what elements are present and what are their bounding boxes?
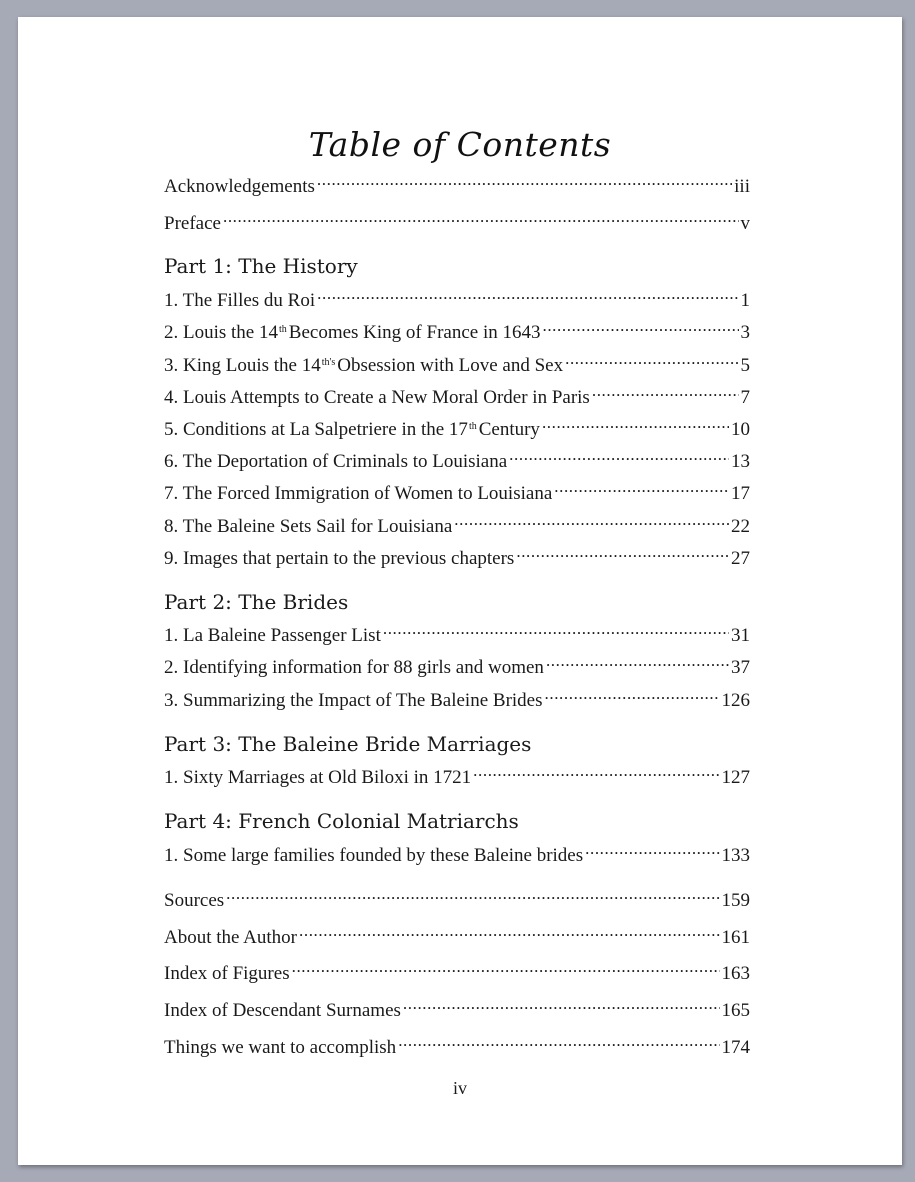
superscript: th's: [321, 357, 336, 368]
entry-page: 174: [721, 1037, 750, 1058]
toc-entry-preface[interactable]: [164, 210, 750, 236]
entry-page: 133: [721, 845, 750, 866]
dot-leader: [226, 887, 719, 906]
entry-label: 9. Images that pertain to the previous chapters: [164, 548, 515, 569]
entry-page: 1: [740, 290, 750, 311]
toc-entry[interactable]: [164, 687, 750, 713]
superscript: th: [468, 421, 477, 432]
entry-label: About the Author: [164, 927, 297, 948]
entry-label: 3. Summarizing the Impact of The Baleine Brides: [164, 690, 543, 711]
toc-entry[interactable]: [164, 842, 750, 868]
toc-entry[interactable]: [164, 622, 750, 648]
page-number: iv: [452, 1078, 467, 1098]
toc-entry-index-figures[interactable]: [164, 960, 750, 986]
toc-entry-about-author[interactable]: [164, 924, 750, 950]
toc-entry[interactable]: [164, 654, 750, 680]
entry-page: 5: [740, 355, 750, 376]
dot-leader: [292, 960, 720, 979]
entry-label: 6. The Deportation of Criminals to Louisiana: [164, 451, 508, 472]
entry-page: 161: [721, 927, 750, 948]
entry-label: Index of Descendant Surnames: [164, 1000, 401, 1021]
entry-page: 159: [721, 890, 750, 911]
toc-entry[interactable]: [164, 513, 750, 539]
toc-entry-things-to-accomplish[interactable]: [164, 1034, 750, 1060]
entry-label: Index of Figures: [164, 963, 290, 984]
entry-page: 13: [731, 451, 750, 472]
dot-leader: [546, 654, 729, 673]
toc-entry[interactable]: [164, 545, 750, 571]
dot-leader: [454, 513, 729, 532]
part-heading: Part 4: French Colonial Matriarchs: [164, 809, 519, 833]
dot-leader: [509, 448, 729, 467]
dot-leader: [398, 1034, 719, 1053]
dot-leader: [592, 384, 739, 403]
entry-page: v: [740, 213, 750, 234]
dot-leader: [223, 210, 739, 229]
toc-entry-acknowledgements[interactable]: [164, 173, 750, 199]
toc-entry[interactable]: [164, 319, 750, 345]
entry-label: Things we want to accomplish: [164, 1037, 397, 1058]
toc-entry[interactable]: [164, 764, 750, 790]
toc-entry-sources[interactable]: [164, 887, 750, 913]
superscript: th: [279, 324, 287, 335]
dot-leader: [403, 997, 720, 1016]
entry-label: 1. Sixty Marriages at Old Biloxi in 1721: [164, 767, 472, 788]
entry-page: 17: [731, 483, 750, 504]
entry-page: 22: [731, 516, 750, 537]
entry-label: 2. Louis the 14th Becomes King of France in 1643: [164, 322, 541, 343]
toc-entry[interactable]: [164, 416, 750, 442]
dot-leader: [545, 687, 720, 706]
dot-leader: [473, 764, 719, 783]
entry-label: 1. Some large families founded by these Baleine brides: [164, 845, 584, 866]
dot-leader: [317, 287, 738, 306]
dot-leader: [516, 545, 729, 564]
part-heading: Part 1: The History: [164, 254, 358, 278]
entry-page: 126: [721, 690, 750, 711]
dot-leader: [565, 352, 738, 371]
dot-leader: [317, 173, 732, 192]
entry-label: 7. The Forced Immigration of Women to Louisiana: [164, 483, 553, 504]
entry-label: 1. La Baleine Passenger List: [164, 625, 381, 646]
dot-leader: [554, 480, 729, 499]
toc-entry[interactable]: [164, 287, 750, 313]
entry-page: 3: [740, 322, 750, 343]
entry-label: 3. King Louis the $14^{th's}$ Obsession with Love and Sex: [164, 355, 564, 376]
entry-page: 127: [721, 767, 750, 788]
entry-page: 163: [721, 963, 750, 984]
entry-label: 1. The Filles du Roi: [164, 290, 316, 311]
toc-entry[interactable]: [164, 352, 750, 378]
entry-page: 7: [740, 387, 750, 408]
part-heading: Part 3: The Baleine Bride Marriages: [164, 732, 532, 756]
entry-label: Preface: [164, 213, 221, 234]
entry-page: iii: [734, 176, 750, 197]
toc-entry[interactable]: [164, 384, 750, 410]
dot-leader: [542, 416, 729, 435]
entry-page: 165: [721, 1000, 750, 1021]
entry-page: 27: [731, 548, 750, 569]
toc-entry[interactable]: [164, 480, 750, 506]
toc-entry[interactable]: [164, 448, 750, 474]
entry-label: Sources: [164, 890, 225, 911]
dot-leader: [542, 319, 738, 338]
dot-leader: [299, 924, 720, 943]
document-page: [18, 17, 902, 1165]
entry-page: 10: [731, 419, 750, 440]
toc-entry-index-surnames[interactable]: [164, 997, 750, 1023]
dot-leader: [383, 622, 729, 641]
toc-title: Table of Contents: [308, 125, 612, 164]
entry-label: 8. The Baleine Sets Sail for Louisiana: [164, 516, 453, 537]
entry-label: 5. Conditions at La Salpetriere in the 17th Century: [164, 419, 540, 440]
entry-page: 37: [731, 657, 750, 678]
entry-label: 4. Louis Attempts to Create a New Moral Order in Paris: [164, 387, 590, 408]
dot-leader: [585, 842, 719, 861]
entry-label: Acknowledgements: [164, 176, 315, 197]
entry-page: 31: [731, 625, 750, 646]
part-heading: Part 2: The Brides: [164, 590, 349, 614]
entry-label: 2. Identifying information for 88 girls and women: [164, 657, 544, 678]
